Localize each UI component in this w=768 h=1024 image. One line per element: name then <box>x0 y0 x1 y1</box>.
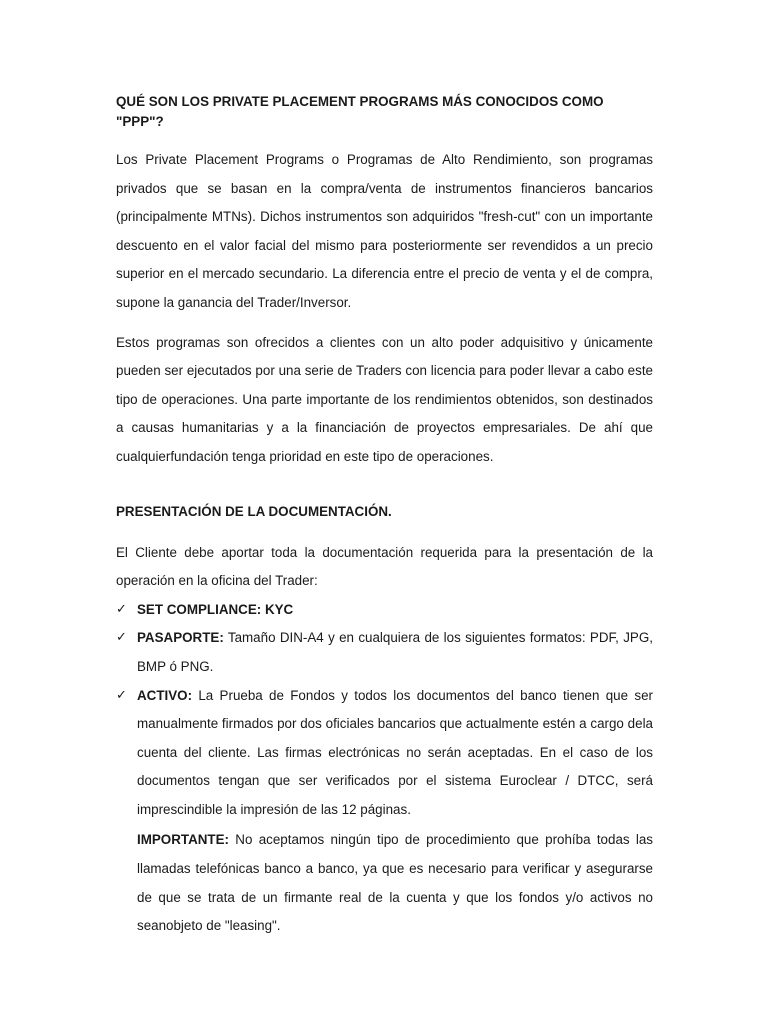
checklist-item-pasaporte <box>116 624 653 681</box>
checkmark-icon: ✓ <box>116 630 127 646</box>
paragraph-ppp-clients: Estos programas son ofrecidos a clientes con un alto poder adquisitivo y únicamente pueden ser ejecutados por una serie de Traders con licencia para poder llevar a cabo este tipo de operaciones. Una parte importante de los rendimientos obtenidos, son destinados a causas humanitarias y a la financiación de proyectos empresariales. De ahí que cualquierfundación tenga prioridad en este tipo de operaciones. <box>116 334 653 464</box>
checklist-text: Tamaño DIN-A4 y en cualquiera de los siguientes formatos: PDF, JPG, BMP ó PNG. <box>137 630 653 674</box>
important-label: IMPORTANTE: <box>137 832 229 848</box>
checklist-text: La Prueba de Fondos y todos los documentos del banco tienen que ser manualmente firmados por dos oficiales bancarios que actualmente estén a cargo dela cuenta del cliente. Las firmas electrónicas no serán aceptadas. En el caso de los documentos tengan que ser verificados por el sistema Euroclear / DTCC, será imprescindible la impresión de las 12 páginas. <box>137 687 653 817</box>
checklist-item-compliance <box>116 596 653 625</box>
checkmark-icon: ✓ <box>116 687 127 703</box>
important-text: No aceptamos ningún tipo de procedimiento que prohíba todas las llamadas telefónicas banco a banco, ya que es necesario para verificar y asegurarse de que se trata de un firmante real de la cuenta y que los fondos y/o activos no seanobjeto de "leasing". <box>137 832 653 934</box>
heading-ppp: QUÉ SON LOS PRIVATE PLACEMENT PROGRAMS MÁS CONOCIDOS COMO "PPP"? <box>116 94 604 129</box>
paragraph-ppp-definition: Los Private Placement Programs o Programas de Alto Rendimiento, son programas privados que se basan en la compra/venta de instrumentos financieros bancarios (principalmente MTNs). Dichos instrumentos son adquiridos "fresh-cut" con un importante descuento en el valor facial del mismo para posteriormente ser revendidos a un precio superior en el mercado secundario. La diferencia entre el precio de venta y el de compra, supone la ganancia del Trader/Inversor. <box>116 152 653 310</box>
paragraph-documentacion-intro: El Cliente debe aportar toda la documentación requerida para la presentación de la operación en la oficina del Trader: <box>116 544 653 589</box>
checkmark-icon: ✓ <box>116 601 127 617</box>
important-notice <box>116 826 653 940</box>
checklist-item-activo <box>116 682 653 825</box>
checklist-label: ACTIVO: <box>137 687 193 703</box>
checklist-label: SET COMPLIANCE: KYC <box>137 601 294 617</box>
heading-documentacion: PRESENTACIÓN DE LA DOCUMENTACIÓN. <box>116 503 392 519</box>
checklist-label: PASAPORTE: <box>137 630 224 646</box>
requirements-checklist <box>116 596 653 825</box>
